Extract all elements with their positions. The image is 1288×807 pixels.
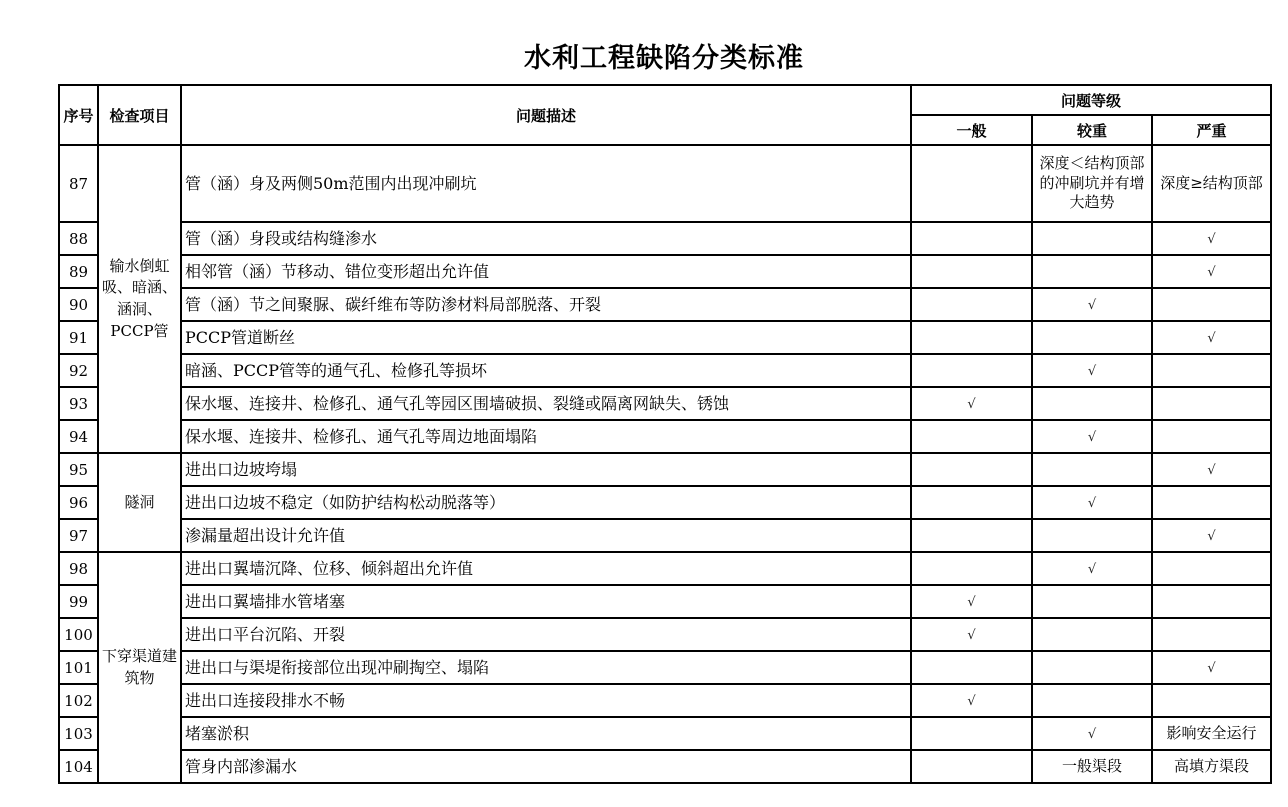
level-cell-severe <box>1152 486 1271 519</box>
check-icon: √ <box>1087 297 1097 313</box>
description-cell: 保水堰、连接井、检修孔、通气孔等周边地面塌陷 <box>181 420 911 453</box>
level-text: 高填方渠段 <box>1173 756 1249 775</box>
level-cell-severe <box>1152 684 1271 717</box>
table-row <box>59 145 1271 222</box>
level-cell-moderate <box>1032 717 1152 750</box>
table-header <box>59 85 1271 145</box>
level-text: 深度≥结构顶部 <box>1160 173 1263 192</box>
description-cell: 进出口翼墙沉降、位移、倾斜超出允许值 <box>181 552 911 585</box>
level-cell-general <box>911 684 1032 717</box>
level-cell-general <box>911 255 1032 288</box>
row-index: 101 <box>59 651 98 684</box>
level-cell-general <box>911 288 1032 321</box>
row-index: 100 <box>59 618 98 651</box>
level-cell-severe <box>1152 552 1271 585</box>
level-cell-general <box>911 453 1032 486</box>
level-cell-moderate <box>1032 420 1152 453</box>
level-text: 一般渠段 <box>1061 756 1122 775</box>
check-icon: √ <box>967 627 976 643</box>
header-row-1 <box>59 85 1271 115</box>
row-index: 88 <box>59 222 98 255</box>
check-icon: √ <box>1207 231 1216 247</box>
level-cell-moderate <box>1032 618 1152 651</box>
row-index: 102 <box>59 684 98 717</box>
row-index: 93 <box>59 387 98 420</box>
header-description: 问题描述 <box>181 85 911 145</box>
level-cell-general <box>911 717 1032 750</box>
table-row <box>59 255 1271 288</box>
level-cell-moderate <box>1032 321 1152 354</box>
table-row <box>59 651 1271 684</box>
description-cell: 进出口连接段排水不畅 <box>181 684 911 717</box>
level-cell-moderate <box>1032 222 1152 255</box>
level-cell-moderate <box>1032 387 1152 420</box>
row-index: 98 <box>59 552 98 585</box>
level-cell-severe <box>1152 387 1271 420</box>
description-cell: 相邻管（涵）节移动、错位变形超出允许值 <box>181 255 911 288</box>
level-cell-general <box>911 585 1032 618</box>
table-row <box>59 354 1271 387</box>
table-row <box>59 453 1271 486</box>
check-icon: √ <box>1087 495 1097 511</box>
level-cell-general <box>911 651 1032 684</box>
table-row <box>59 585 1271 618</box>
header-index: 序号 <box>59 85 98 145</box>
header-category: 检查项目 <box>98 85 181 145</box>
table-row <box>59 717 1271 750</box>
level-cell-severe <box>1152 255 1271 288</box>
description-cell: 管（涵）身及两侧50m范围内出现冲刷坑 <box>181 145 911 222</box>
level-cell-general <box>911 145 1032 222</box>
row-index: 97 <box>59 519 98 552</box>
row-index: 90 <box>59 288 98 321</box>
description-cell: 堵塞淤积 <box>181 717 911 750</box>
level-cell-moderate <box>1032 486 1152 519</box>
level-cell-general <box>911 222 1032 255</box>
level-cell-moderate <box>1032 519 1152 552</box>
row-index: 96 <box>59 486 98 519</box>
level-cell-moderate <box>1032 453 1152 486</box>
check-icon: √ <box>1087 726 1097 742</box>
level-cell-general <box>911 519 1032 552</box>
level-cell-general <box>911 750 1032 783</box>
table-row <box>59 750 1271 783</box>
table-body <box>59 145 1271 783</box>
level-cell-general <box>911 420 1032 453</box>
level-cell-general <box>911 354 1032 387</box>
level-cell-moderate <box>1032 145 1152 222</box>
description-cell: 保水堰、连接井、检修孔、通气孔等园区围墙破损、裂缝或隔离网缺失、锈蚀 <box>181 387 911 420</box>
row-index: 104 <box>59 750 98 783</box>
category-cell: 下穿渠道建筑物 <box>98 552 181 783</box>
row-index: 99 <box>59 585 98 618</box>
level-cell-severe <box>1152 519 1271 552</box>
row-index: 95 <box>59 453 98 486</box>
level-cell-severe <box>1152 145 1271 222</box>
description-cell: 渗漏量超出设计允许值 <box>181 519 911 552</box>
level-cell-general <box>911 321 1032 354</box>
level-cell-general <box>911 618 1032 651</box>
level-cell-severe <box>1152 321 1271 354</box>
table-row <box>59 618 1271 651</box>
header-level-group: 问题等级 <box>911 85 1271 115</box>
row-index: 87 <box>59 145 98 222</box>
defect-classification-table <box>58 84 1272 784</box>
check-icon: √ <box>1207 462 1216 478</box>
description-cell: 进出口边坡垮塌 <box>181 453 911 486</box>
description-cell: 管（涵）身段或结构缝渗水 <box>181 222 911 255</box>
check-icon: √ <box>1207 660 1216 676</box>
category-cell: 隧洞 <box>98 453 181 552</box>
level-cell-moderate <box>1032 288 1152 321</box>
level-cell-severe <box>1152 585 1271 618</box>
description-cell: 进出口翼墙排水管堵塞 <box>181 585 911 618</box>
row-index: 92 <box>59 354 98 387</box>
level-cell-moderate <box>1032 651 1152 684</box>
check-icon: √ <box>1087 429 1097 445</box>
level-cell-severe <box>1152 618 1271 651</box>
level-cell-general <box>911 486 1032 519</box>
check-icon: √ <box>967 594 976 610</box>
description-cell: PCCP管道断丝 <box>181 321 911 354</box>
header-level-general: 一般 <box>911 115 1032 145</box>
description-cell: 暗涵、PCCP管等的通气孔、检修孔等损坏 <box>181 354 911 387</box>
description-cell: 管（涵）节之间聚脲、碳纤维布等防渗材料局部脱落、开裂 <box>181 288 911 321</box>
description-cell: 管身内部渗漏水 <box>181 750 911 783</box>
table-row <box>59 684 1271 717</box>
level-cell-severe <box>1152 288 1271 321</box>
level-text: 深度＜结构顶部的冲刷坑并有增大趋势 <box>1039 154 1145 212</box>
table-row <box>59 552 1271 585</box>
page-title: 水利工程缺陷分类标准 <box>524 43 804 74</box>
check-icon: √ <box>967 396 976 412</box>
level-cell-general <box>911 387 1032 420</box>
level-cell-severe <box>1152 420 1271 453</box>
check-icon: √ <box>1207 264 1216 280</box>
description-cell: 进出口平台沉陷、开裂 <box>181 618 911 651</box>
level-cell-severe <box>1152 453 1271 486</box>
level-cell-moderate <box>1032 255 1152 288</box>
level-cell-general <box>911 552 1032 585</box>
level-cell-moderate <box>1032 750 1152 783</box>
check-icon: √ <box>1087 363 1097 379</box>
table-row <box>59 420 1271 453</box>
header-level-severe: 严重 <box>1152 115 1271 145</box>
table-row <box>59 222 1271 255</box>
table-row <box>59 486 1271 519</box>
table-row <box>59 321 1271 354</box>
level-cell-moderate <box>1032 354 1152 387</box>
table-row <box>59 519 1271 552</box>
level-cell-moderate <box>1032 585 1152 618</box>
level-text: 影响安全运行 <box>1166 723 1257 742</box>
row-index: 94 <box>59 420 98 453</box>
level-cell-moderate <box>1032 552 1152 585</box>
description-cell: 进出口边坡不稳定（如防护结构松动脱落等） <box>181 486 911 519</box>
category-cell: 输水倒虹吸、暗涵、涵洞、PCCP管 <box>98 145 181 453</box>
level-cell-moderate <box>1032 684 1152 717</box>
table-row <box>59 288 1271 321</box>
level-cell-severe <box>1152 354 1271 387</box>
check-icon: √ <box>967 693 976 709</box>
table-row <box>59 387 1271 420</box>
description-cell: 进出口与渠堤衔接部位出现冲刷掏空、塌陷 <box>181 651 911 684</box>
check-icon: √ <box>1207 330 1216 346</box>
row-index: 91 <box>59 321 98 354</box>
row-index: 103 <box>59 717 98 750</box>
level-cell-severe <box>1152 651 1271 684</box>
check-icon: √ <box>1087 561 1097 577</box>
level-cell-severe <box>1152 222 1271 255</box>
level-cell-severe <box>1152 717 1271 750</box>
row-index: 89 <box>59 255 98 288</box>
header-level-moderate: 较重 <box>1032 115 1152 145</box>
check-icon: √ <box>1207 528 1216 544</box>
level-cell-severe <box>1152 750 1271 783</box>
